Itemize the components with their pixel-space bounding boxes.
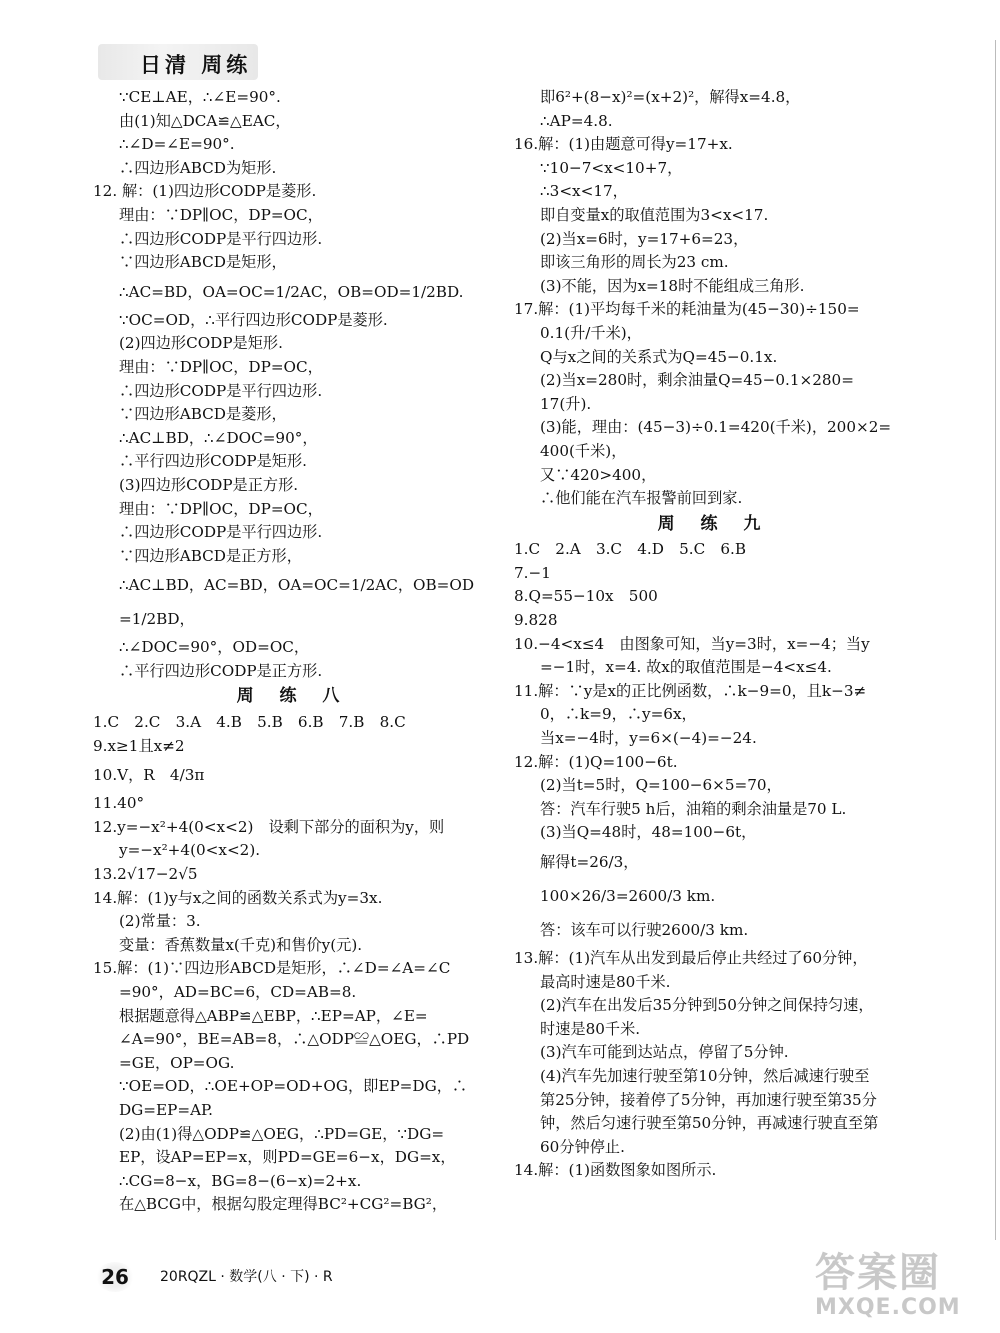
answer-line: ∴3<x<17， bbox=[540, 182, 628, 201]
answer-line: ∴AC=BD，OA=OC=1/2AC，OB=OD=1/2BD. bbox=[119, 282, 464, 301]
answer-line: 当x=−4时，y=6×(−4)=−24. bbox=[540, 729, 757, 748]
answer-line: 在△BCG中，根据勾股定理得BC²+CG²=BG²， bbox=[119, 1195, 448, 1214]
answer-line: 8.Q=55−10x 500 bbox=[514, 587, 658, 606]
answer-line: 第25分钟，接着停了5分钟，再加速行驶至第35分 bbox=[540, 1090, 877, 1109]
answer-line: ∴平行四边形CODP是正方形. bbox=[119, 661, 323, 680]
answer-line: (2)汽车在出发后35分钟到50分钟之间保持匀速， bbox=[540, 996, 874, 1015]
answer-line: (2)由(1)得△ODP≌△OEG，∴PD=GE，∵DG= bbox=[119, 1124, 445, 1143]
answer-line: 钟，然后匀速行驶至第50分钟，再减速行驶直至第 bbox=[540, 1114, 879, 1133]
left-column bbox=[93, 86, 493, 1217]
answer-line: 即该三角形的周长为23 cm. bbox=[540, 253, 729, 272]
answer-line: 理由：∵DP∥OC，DP=OC， bbox=[119, 357, 323, 376]
answer-line: 理由：∵DP∥OC，DP=OC， bbox=[119, 499, 323, 518]
answer-line: 12.解：(1)Q=100−6t. bbox=[514, 752, 678, 771]
answer-line: Q与x之间的关系式为Q=45−0.1x. bbox=[540, 347, 778, 366]
answer-line: 1.C 2.C 3.A 4.B 5.B 6.B 7.B 8.C bbox=[93, 713, 406, 732]
answer-line: =90°，AD=BC=6，CD=AB=8. bbox=[119, 983, 357, 1001]
answer-line: 12. 解：(1)四边形CODP是菱形. bbox=[93, 182, 317, 201]
answer-line: ∴四边形ABCD为矩形. bbox=[119, 158, 277, 177]
answer-line: 理由：∵DP∥OC，DP=OC， bbox=[119, 205, 323, 224]
section-title: 周 练 八 bbox=[236, 686, 350, 707]
header-title: 日清 周练 bbox=[140, 53, 252, 77]
answer-line: ∵OE=OD，∴OE+OP=OD+OG，即EP=DG，∴ bbox=[119, 1077, 468, 1096]
page-edge-rule bbox=[995, 40, 996, 1240]
answer-line: 10.−4<x≤4 由图象可知，当y=3时，x=−4；当y bbox=[514, 634, 870, 653]
answer-line: ∴平行四边形CODP是矩形. bbox=[119, 452, 307, 471]
answer-line: ∴AC⊥BD，AC=BD，OA=OC=1/2AC，OB=OD bbox=[119, 576, 475, 595]
answer-line: 10.V，R 4/3π bbox=[93, 766, 205, 785]
answer-line: 即自变量x的取值范围为3<x<17. bbox=[540, 205, 769, 224]
answer-line: 又∵420>400， bbox=[540, 465, 657, 484]
answer-line: 答：该车可以行驶2600/3 km. bbox=[540, 921, 749, 939]
answer-line: 14.解：(1)y与x之间的函数关系式为y=3x. bbox=[93, 888, 383, 907]
answer-line: (2)当x=280时，剩余油量Q=45−0.1×280= bbox=[540, 371, 854, 390]
answer-line: ∴四边形CODP是平行四边形. bbox=[119, 523, 323, 542]
answer-line: ∵四边形ABCD是菱形， bbox=[119, 405, 287, 424]
answer-line: 变量：香蕉数量x(千克)和售价y(元). bbox=[119, 935, 363, 954]
answer-line: (3)当Q=48时，48=100−6t， bbox=[540, 823, 757, 842]
answer-line: 0，∴k=9，∴y=6x， bbox=[540, 705, 697, 724]
section-title: 周 练 九 bbox=[657, 513, 771, 534]
answer-line: (3)不能，因为x=18时不能组成三角形. bbox=[540, 276, 805, 295]
answer-line: 11.40° bbox=[93, 794, 145, 813]
answer-line: ∴四边形CODP是平行四边形. bbox=[119, 381, 323, 400]
answer-line: 400(千米)， bbox=[540, 441, 627, 460]
answer-line: ∵OC=OD，∴平行四边形CODP是菱形. bbox=[119, 310, 388, 329]
answer-line: DG=EP=AP. bbox=[119, 1100, 213, 1119]
answer-line: 1.C 2.A 3.C 4.D 5.C 6.B bbox=[514, 540, 747, 559]
answer-line: ∠A=90°，BE=AB=8，∴△ODP≌△OEG，∴PD bbox=[119, 1030, 470, 1049]
answer-line: 7.−1 bbox=[514, 563, 551, 582]
answer-line: EP，设AP=EP=x，则PD=GE=6−x，DG=x， bbox=[119, 1148, 456, 1167]
answer-line: ∴四边形CODP是平行四边形. bbox=[119, 229, 323, 248]
right-column bbox=[514, 86, 914, 1183]
header-banner bbox=[98, 44, 258, 80]
answer-line: (3)汽车可能到达站点，停留了5分钟. bbox=[540, 1043, 789, 1062]
answer-line: 17(升). bbox=[540, 394, 592, 413]
answer-line: =−1时，x=4. 故x的取值范围是−4<x≤4. bbox=[540, 658, 832, 677]
answer-line: ∴CG=8−x，BG=8−(6−x)=2+x. bbox=[119, 1171, 362, 1190]
answer-line: y=−x²+4(0<x<2). bbox=[119, 841, 261, 860]
watermark bbox=[815, 1250, 985, 1330]
answer-line: 由(1)知△DCA≌△EAC， bbox=[119, 111, 291, 130]
answer-line: =GE，OP=OG. bbox=[119, 1053, 235, 1072]
watermark-logo: 答案圈 bbox=[815, 1250, 941, 1296]
answer-line: 12.y=−x²+4(0<x<2) 设剩下部分的面积为y，则 bbox=[93, 817, 445, 836]
answer-line: ∴AP=4.8. bbox=[540, 111, 613, 130]
answer-line: 9.x≥1且x≠2 bbox=[93, 736, 185, 755]
answer-line: 11.解：∵y是x的正比例函数，∴k−9=0，且k−3≠ bbox=[514, 681, 867, 700]
answer-line: 15.解：(1)∵四边形ABCD是矩形，∴∠D=∠A=∠C bbox=[93, 959, 451, 978]
answer-line: (2)当x=6时，y=17+6=23， bbox=[540, 229, 749, 248]
answer-line: ∴∠D=∠E=90°. bbox=[119, 135, 235, 154]
answer-line: 解得t=26/3， bbox=[540, 853, 639, 871]
answer-line: (2)四边形CODP是矩形. bbox=[119, 334, 283, 353]
answer-line: ∵CE⊥AE，∴∠E=90°. bbox=[119, 88, 281, 106]
answer-line: 答：汽车行驶5 h后，油箱的剩余油量是70 L. bbox=[540, 799, 847, 818]
answer-line: 60分钟停止. bbox=[540, 1137, 625, 1156]
watermark-url: MXQE.COM bbox=[815, 1295, 961, 1320]
page-number: 26 bbox=[96, 1262, 134, 1292]
answer-line: 即6²+(8−x)²=(x+2)²，解得x=4.8， bbox=[540, 88, 801, 106]
answer-line: 13.2√17−2√5 bbox=[93, 865, 198, 884]
answer-line: 16.解：(1)由题意可得y=17+x. bbox=[514, 135, 733, 154]
answer-line: 14.解：(1)函数图象如图所示. bbox=[514, 1161, 717, 1180]
book-code: 20RQZL · 数学(八 · 下) · R bbox=[160, 1269, 333, 1285]
answer-line: =1/2BD， bbox=[119, 610, 195, 629]
answer-line: 0.1(升/千米)， bbox=[540, 323, 642, 342]
answer-line: (2)常量：3. bbox=[119, 912, 201, 931]
answer-line: ∵四边形ABCD是正方形， bbox=[119, 546, 302, 565]
answer-line: 9.828 bbox=[514, 611, 558, 630]
answer-line: 100×26/3=2600/3 km. bbox=[540, 887, 716, 905]
answer-line: 时速是80千米. bbox=[540, 1019, 641, 1038]
answer-line: (3)能，理由：(45−3)÷0.1=420(千米)，200×2= bbox=[540, 418, 892, 437]
answer-line: 13.解：(1)汽车从出发到最后停止共经过了60分钟， bbox=[514, 949, 868, 967]
answer-line: ∴他们能在汽车报警前回到家. bbox=[540, 489, 743, 508]
answer-line: ∴∠DOC=90°，OD=OC， bbox=[119, 638, 310, 657]
answer-line: ∴AC⊥BD，∴∠DOC=90°， bbox=[119, 428, 318, 447]
answer-line: ∵四边形ABCD是矩形， bbox=[119, 253, 287, 272]
answer-line: 根据题意得△ABP≌△EBP，∴EP=AP，∠E= bbox=[119, 1006, 428, 1025]
answer-line: (4)汽车先加速行驶至第10分钟，然后减速行驶至 bbox=[540, 1066, 870, 1085]
answer-line: ∵10−7<x<10+7， bbox=[540, 158, 683, 177]
answer-line: 最高时速是80千米. bbox=[540, 972, 671, 991]
answer-line: (2)当t=5时，Q=100−6×5=70， bbox=[540, 776, 782, 795]
answer-line: 17.解：(1)平均每千米的耗油量为(45−30)÷150= bbox=[514, 300, 860, 319]
answer-line: (3)四边形CODP是正方形. bbox=[119, 475, 299, 494]
